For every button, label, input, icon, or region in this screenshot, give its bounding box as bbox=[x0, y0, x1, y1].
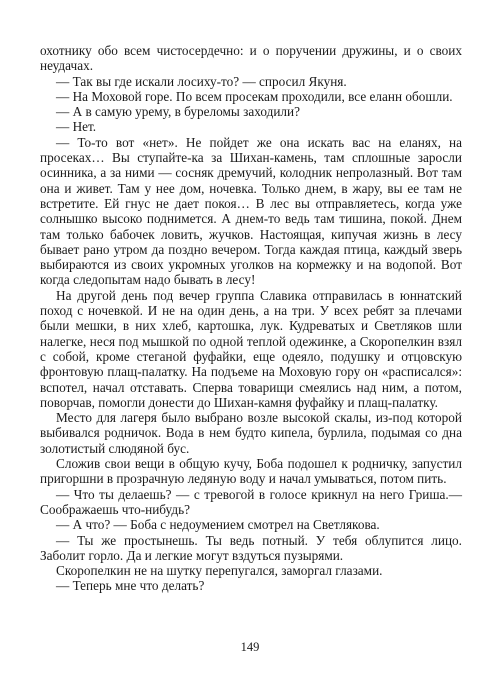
paragraph: охотнику обо всем чистосердечно: и о поручении дружины, и о своих неудачах. bbox=[40, 43, 462, 74]
paragraph: — На Моховой горе. По всем просекам проходили, все еланн обошли. bbox=[56, 88, 453, 104]
paragraph: На другой день под вечер группа Славика отправилась в юннатский поход с ночевкой. И не на один день, а на три. У всех ребят за плечами были мешки, в них хлеб, картошка, лук. Кудреватых и Светляков шли налегке, неся под мышкой по одной теплой одежинке, а Скоропелкин взял с собой, кроме стеганой фуфайки, еще одеяло, подушку и отцовскую фронтовую плащ-палатку. На подъеме на Моховую гору он «расписался»: вспотел, начал отставать. Сперва товарищи смеялись над ним, а потом, поворчав, помогли донести до Шихан-камня фуфайку и плащ-палатку. bbox=[40, 287, 462, 410]
page-body bbox=[40, 43, 462, 594]
paragraph: — Так вы где искали лосиху-то? — спросил Якуня. bbox=[56, 73, 347, 89]
paragraph: — А что? — Боба с недоумением смотрел на Светлякова. bbox=[56, 517, 380, 533]
paragraph: — Ты же простынешь. Ты ведь потный. У тебя облупится лицо. Заболит горло. Да и легкие могут вздуться пузырями. bbox=[40, 532, 462, 563]
paragraph: — Теперь мне что делать? bbox=[56, 578, 205, 594]
paragraph: — Нет. bbox=[56, 119, 97, 135]
paragraph: — А в самую урему, в буреломы заходили? bbox=[56, 104, 301, 120]
paragraph: Скоропелкин не на шутку перепугался, заморгал глазами. bbox=[56, 563, 383, 579]
paragraph: — То-то вот «нет». Не пойдет же она искать вас на еланях, на просеках… Вы ступайте-ка за Шихан-камень, там сплошные заросли осинника, а за ними — сосняк дремучий, колодник непролазный. Вот там она и живет. Там у нее дом, ночевка. Только днем, в жару, вы ее там не встретите. Ей гнус не дает покоя… В лес вы отправляетесь, когда уже солнышко высоко поднимется. А днем-то ведь там тишина, покой. Днем там только бабочек ловить, жучков. Настоящая, кипучая жизнь в лесу бывает рано утром да поздно вечером. Тогда каждая птица, каждый зверь выбираются из своих укромных уголков на кормежку и на водопой. Вот когда следопытам надо бывать в лесу! bbox=[40, 134, 462, 288]
page-number: 149 bbox=[240, 640, 260, 654]
paragraph: Место для лагеря было выбрано возле высокой скалы, из-под которой выбивался родничок. Вода в нем будто кипела, бурлила, подымая со дна золотистый слюдяной бус. bbox=[40, 410, 462, 456]
paragraph: Сложив свои вещи в общую кучу, Боба подошел к родничку, запустил пригоршни в прозрачную ледяную воду и начал умываться, потом пить. bbox=[40, 456, 462, 487]
paragraph: — Что ты делаешь? — с тревогой в голосе крикнул на него Гриша.— Соображаешь что-нибудь? bbox=[40, 486, 462, 517]
